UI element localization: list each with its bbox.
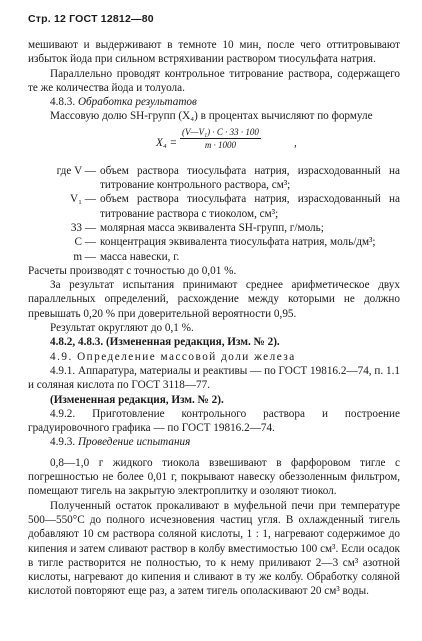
document-body (28, 38, 400, 599)
formula-lhs: X₄ = (156, 136, 178, 149)
paragraph-result: За результат испытания принимают среднее арифметическое двух параллельных определений, расхождение между которыми не должно превышать 0,20 % при доверительной вероятности 0,95. (28, 279, 400, 320)
section-number: 4.8.3. (50, 96, 76, 109)
definition-symbol: V₁ — (70, 193, 96, 206)
page-header: Стр. 12 ГОСТ 12812—80 (28, 13, 154, 25)
formula-denominator: m · 1000 (204, 139, 237, 150)
paragraph-procedure: 0,8—1,0 г жидкого тиокола взвешивают в фарфоровом тигле с погрешностью не более 0,01 г, покрывают навеску обеззоленным фильтром, помещают тигель на закрытую электроплитку и озоляют тиокол. (28, 456, 400, 498)
paragraph-calcination: Полученный остаток прокаливают в муфельной печи при температуре 500—550°С до полного исчезновения частиц угля. В охлажденный тигель добавляют 10 см раствора соляной кислоты, 1 : 1, нагревают содержимое до кипения и затем сливают раствор в колбу вместимостью 100 см³. Если осадок в тигле растворится не полностью, то к нему приливают 2—3 см³ азотной кислоты, нагревают до кипения и сливают в ту же колбу. Обработку соляной кислотой повторяют еще раз, а затем тигель ополаскивают 20 см³ воды. (28, 499, 400, 598)
section-4-9-3-heading (28, 435, 400, 449)
paragraph-control-titration: Параллельно проводят контрольное титрование раствора, содержащего те же количества йода и толуола. (28, 67, 400, 94)
definition-symbol: m — (73, 250, 96, 263)
definition-symbol: где V — (56, 164, 96, 177)
variable-definitions (28, 164, 400, 264)
definition-symbol: C — (74, 236, 96, 249)
paragraph-continuation: мешивают и выдерживают в темноте 10 мин, после чего оттитровывают избыток йода при сильном встряхивании раствором тиосульфата натрия. (28, 39, 400, 66)
section-4-8-3-heading (28, 95, 400, 109)
paragraph-calibration: 4.9.2. Приготовление контрольного раствора и построение градуировочного графика — по ГОСТ 19816.2—74. (28, 407, 400, 435)
amendment-note: 4.8.2, 4.8.3. (Измененная редакция, Изм. № 2). (50, 336, 280, 349)
section-title: Обработка результатов (77, 96, 197, 109)
formula (28, 126, 400, 160)
section-title: Проведение испытания (77, 436, 191, 449)
paragraph-formula-intro: Массовую долю SH-групп (X₄) в процентах вычисляют по формуле (50, 110, 373, 123)
paragraph-apparatus: 4.9.1. Аппаратура, материалы и реактивы — по ГОСТ 19816.2—74, п. 1.1 и соляная кислота по ГОСТ 3118—77. (28, 364, 400, 392)
definition-item (28, 250, 400, 264)
definition-text: объем раствора тиосульфата натрия, израсходованный на титрование контрольного раствора, см³; (100, 164, 400, 192)
formula-comma: , (294, 136, 297, 149)
definition-text: масса навески, г. (100, 250, 180, 263)
definition-text: объем раствора тиосульфата натрия, израсходованный на титрование раствора с тиоколом, см³; (100, 193, 400, 220)
definition-symbol: 33 — (70, 221, 96, 234)
definition-text: концентрация эквивалента тиосульфата натрия, моль/дм³; (100, 236, 376, 249)
definition-text: молярная масса эквивалента SH-групп, г/моль; (100, 221, 324, 234)
section-number: 4.9.3. (50, 436, 76, 449)
formula-numerator: (V—V₁) · C · 33 · 100 (182, 126, 259, 137)
amendment-note: (Измененная редакция, Изм. № 2). (50, 393, 224, 406)
paragraph-precision: Расчеты производят с точностью до 0,01 %. (28, 264, 237, 277)
paragraph-rounding: Результат округляют до 0,1 %. (50, 322, 194, 335)
formula-fraction (180, 126, 261, 151)
definition-item (28, 192, 400, 221)
definition-item (28, 235, 400, 249)
section-4-9-heading: 4.9. Определение массовой доли железа (50, 350, 296, 363)
definition-item (28, 221, 400, 235)
definition-item (28, 164, 400, 193)
